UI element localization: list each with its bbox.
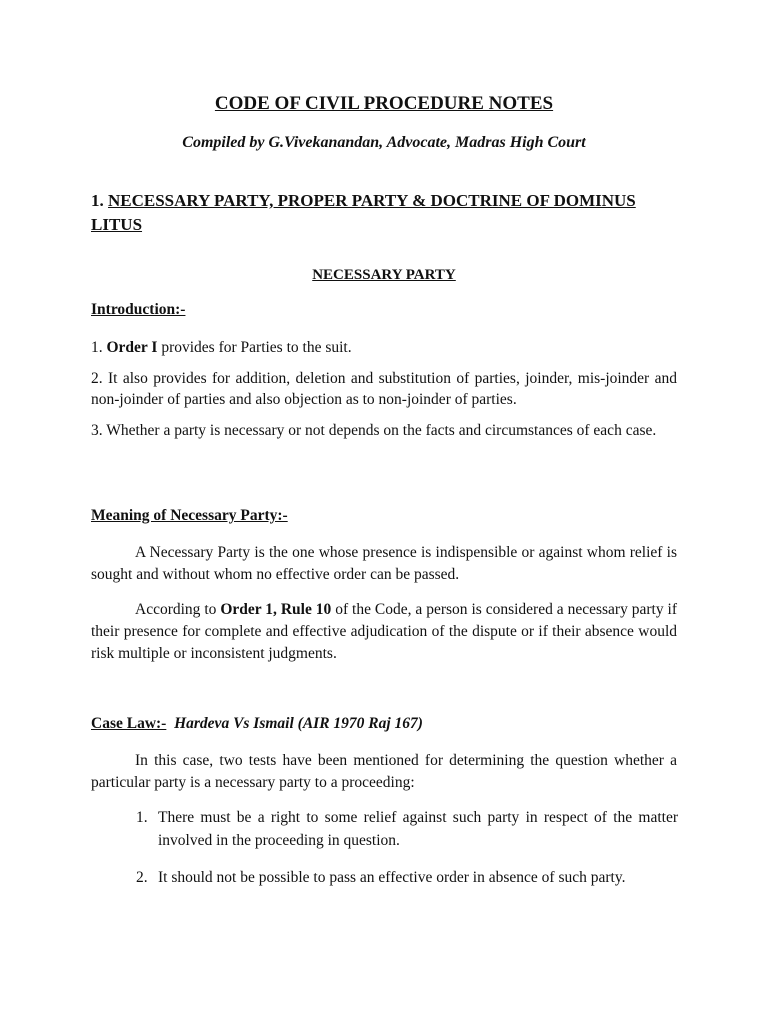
- list-number: 2.: [136, 869, 148, 886]
- para-bold: Order 1, Rule 10: [220, 601, 332, 618]
- meaning-heading: Meaning of Necessary Party:-: [91, 507, 288, 524]
- list-item: [136, 806, 678, 852]
- meaning-paragraph-1: A Necessary Party is the one whose presence is indispensible or against whom relief is sought and without whom no effective order can be passed.: [91, 544, 677, 583]
- section-title: NECESSARY PARTY, PROPER PARTY & DOCTRINE OF DOMINUS LITUS: [91, 191, 636, 234]
- item-text: provides for Parties to the suit.: [157, 339, 352, 356]
- para-prefix: According to: [135, 601, 221, 618]
- document-title: CODE OF CIVIL PROCEDURE NOTES: [214, 93, 554, 114]
- case-law-intro: In this case, two tests have been mentioned for determining the question whether a particular party is a necessary party to a proceeding:: [91, 752, 677, 791]
- list-text: There must be a right to some relief against such party in respect of the matter involved in the proceeding in question.: [158, 809, 678, 849]
- section-number: 1.: [91, 191, 108, 210]
- section-heading: [91, 189, 681, 237]
- item-bold: Order I: [106, 339, 158, 356]
- introduction-heading: Introduction:-: [91, 301, 186, 318]
- list-item: [136, 866, 678, 889]
- case-law-title: Hardeva Vs Ismail (AIR 1970 Raj 167): [174, 715, 423, 732]
- introduction-item-1: [91, 337, 677, 358]
- document-subtitle: Compiled by G.Vivekanandan, Advocate, Madras High Court: [182, 134, 586, 151]
- item-prefix: 1.: [91, 339, 107, 356]
- meaning-paragraph-2: [91, 599, 677, 665]
- list-number: 1.: [136, 809, 148, 826]
- introduction-item-3: 3. Whether a party is necessary or not depends on the facts and circumstances of each case.: [91, 422, 657, 439]
- case-law-line: [91, 715, 423, 733]
- case-law-label: Case Law:-: [91, 715, 167, 732]
- introduction-item-2: 2. It also provides for addition, deletion and substitution of parties, joinder, mis-joinder and non-joinder of parties and also objection as to non-joinder of parties.: [91, 370, 677, 408]
- subsection-heading: NECESSARY PARTY: [312, 267, 456, 283]
- para-rest: of the Code, a person is considered a necessary party if their presence for complete and effective adjudication of the dispute or if their absence would risk multiple or inconsistent judgments.: [91, 601, 677, 662]
- list-text: It should not be possible to pass an effective order in absence of such party.: [158, 869, 626, 886]
